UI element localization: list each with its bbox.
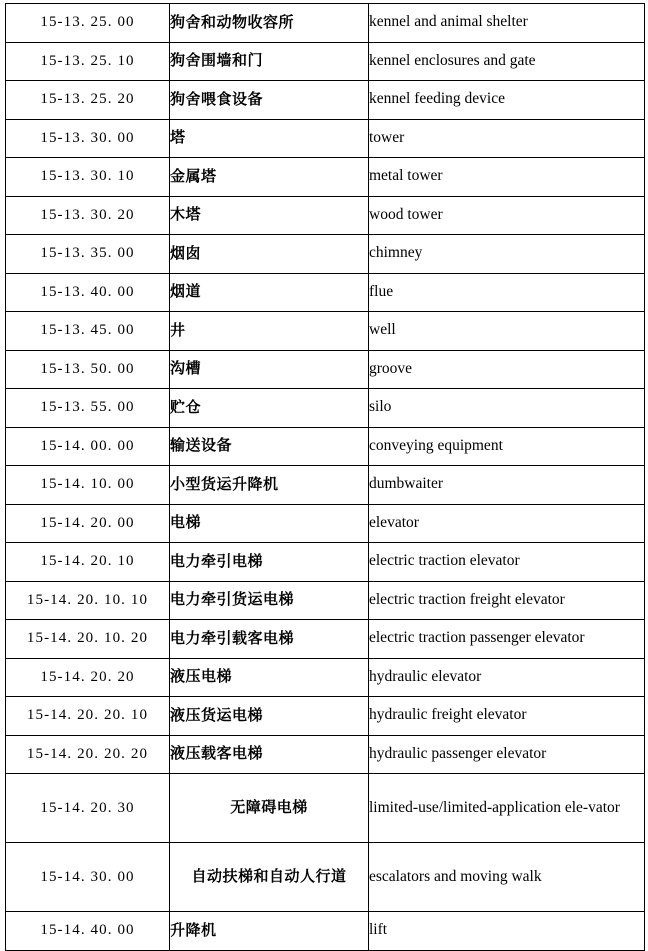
document-page (0, 3, 648, 945)
row-code: 15-13. 30. 10 (6, 158, 170, 197)
row-chinese-term: 井 (170, 312, 369, 351)
row-code: 15-14. 30. 00 (6, 843, 170, 912)
row-english-term: hydraulic elevator (369, 658, 645, 697)
row-english-term: electric traction elevator (369, 543, 645, 582)
table-row (6, 4, 645, 43)
row-chinese-term: 电力牵引载客电梯 (170, 620, 369, 659)
row-chinese-term: 无障碍电梯 (170, 774, 369, 843)
row-english-term: silo (369, 389, 645, 428)
row-english-term: electric traction passenger elevator (369, 620, 645, 659)
table-row (6, 119, 645, 158)
row-code: 15-13. 50. 00 (6, 350, 170, 389)
table-row (6, 912, 645, 951)
row-chinese-term: 烟道 (170, 273, 369, 312)
row-code: 15-13. 45. 00 (6, 312, 170, 351)
row-english-term: kennel enclosures and gate (369, 42, 645, 81)
row-english-term: metal tower (369, 158, 645, 197)
row-chinese-term: 液压货运电梯 (170, 697, 369, 736)
table-row (6, 504, 645, 543)
row-code: 15-14. 20. 10. 20 (6, 620, 170, 659)
row-code: 15-13. 55. 00 (6, 389, 170, 428)
row-chinese-term: 狗舍喂食设备 (170, 81, 369, 120)
table-row (6, 196, 645, 235)
table-row (6, 581, 645, 620)
row-code: 15-14. 20. 10. 10 (6, 581, 170, 620)
table-row (6, 81, 645, 120)
row-chinese-term: 狗舍围墙和门 (170, 42, 369, 81)
row-english-term: tower (369, 119, 645, 158)
table-row (6, 235, 645, 274)
table-row (6, 350, 645, 389)
row-english-term: kennel and animal shelter (369, 4, 645, 43)
row-code: 15-14. 20. 10 (6, 543, 170, 582)
row-code: 15-14. 20. 20. 20 (6, 735, 170, 774)
row-chinese-term: 金属塔 (170, 158, 369, 197)
row-english-term: limited-use/limited-application ele-vator (369, 774, 645, 843)
table-row (6, 466, 645, 505)
row-english-term: conveying equipment (369, 427, 645, 466)
row-english-term: hydraulic passenger elevator (369, 735, 645, 774)
row-chinese-term: 塔 (170, 119, 369, 158)
table-row (6, 735, 645, 774)
row-chinese-term: 烟囱 (170, 235, 369, 274)
row-english-term: elevator (369, 504, 645, 543)
row-chinese-term: 狗舍和动物收容所 (170, 4, 369, 43)
row-code: 15-13. 30. 00 (6, 119, 170, 158)
row-code: 15-13. 25. 10 (6, 42, 170, 81)
row-english-term: groove (369, 350, 645, 389)
table-row (6, 158, 645, 197)
row-code: 15-13. 25. 20 (6, 81, 170, 120)
row-code: 15-14. 10. 00 (6, 466, 170, 505)
row-code: 15-14. 20. 20. 10 (6, 697, 170, 736)
row-code: 15-14. 40. 00 (6, 912, 170, 951)
row-chinese-term: 液压电梯 (170, 658, 369, 697)
row-code: 15-14. 20. 30 (6, 774, 170, 843)
table-row (6, 273, 645, 312)
table-row (6, 389, 645, 428)
row-code: 15-14. 20. 00 (6, 504, 170, 543)
row-english-term: flue (369, 273, 645, 312)
row-english-term: escalators and moving walk (369, 843, 645, 912)
table-row (6, 843, 645, 912)
row-chinese-term: 贮仓 (170, 389, 369, 428)
table-row (6, 697, 645, 736)
row-code: 15-14. 20. 20 (6, 658, 170, 697)
row-code: 15-13. 35. 00 (6, 235, 170, 274)
row-english-term: lift (369, 912, 645, 951)
table-row (6, 312, 645, 351)
table-row (6, 543, 645, 582)
table-row (6, 427, 645, 466)
row-english-term: hydraulic freight elevator (369, 697, 645, 736)
row-code: 15-13. 30. 20 (6, 196, 170, 235)
row-english-term: well (369, 312, 645, 351)
row-code: 15-13. 40. 00 (6, 273, 170, 312)
row-chinese-term: 升降机 (170, 912, 369, 951)
table-body (6, 4, 645, 951)
row-chinese-term: 输送设备 (170, 427, 369, 466)
row-chinese-term: 电力牵引货运电梯 (170, 581, 369, 620)
table-row (6, 42, 645, 81)
row-english-term: wood tower (369, 196, 645, 235)
row-english-term: kennel feeding device (369, 81, 645, 120)
table-row (6, 658, 645, 697)
row-chinese-term: 沟槽 (170, 350, 369, 389)
row-chinese-term: 电力牵引电梯 (170, 543, 369, 582)
table-row (6, 774, 645, 843)
row-english-term: dumbwaiter (369, 466, 645, 505)
row-chinese-term: 电梯 (170, 504, 369, 543)
row-english-term: electric traction freight elevator (369, 581, 645, 620)
table-row (6, 620, 645, 659)
row-chinese-term: 小型货运升降机 (170, 466, 369, 505)
row-code: 15-14. 00. 00 (6, 427, 170, 466)
row-english-term: chimney (369, 235, 645, 274)
classification-table (5, 3, 645, 951)
row-chinese-term: 木塔 (170, 196, 369, 235)
row-chinese-term: 液压载客电梯 (170, 735, 369, 774)
row-chinese-term: 自动扶梯和自动人行道 (170, 843, 369, 912)
row-code: 15-13. 25. 00 (6, 4, 170, 43)
